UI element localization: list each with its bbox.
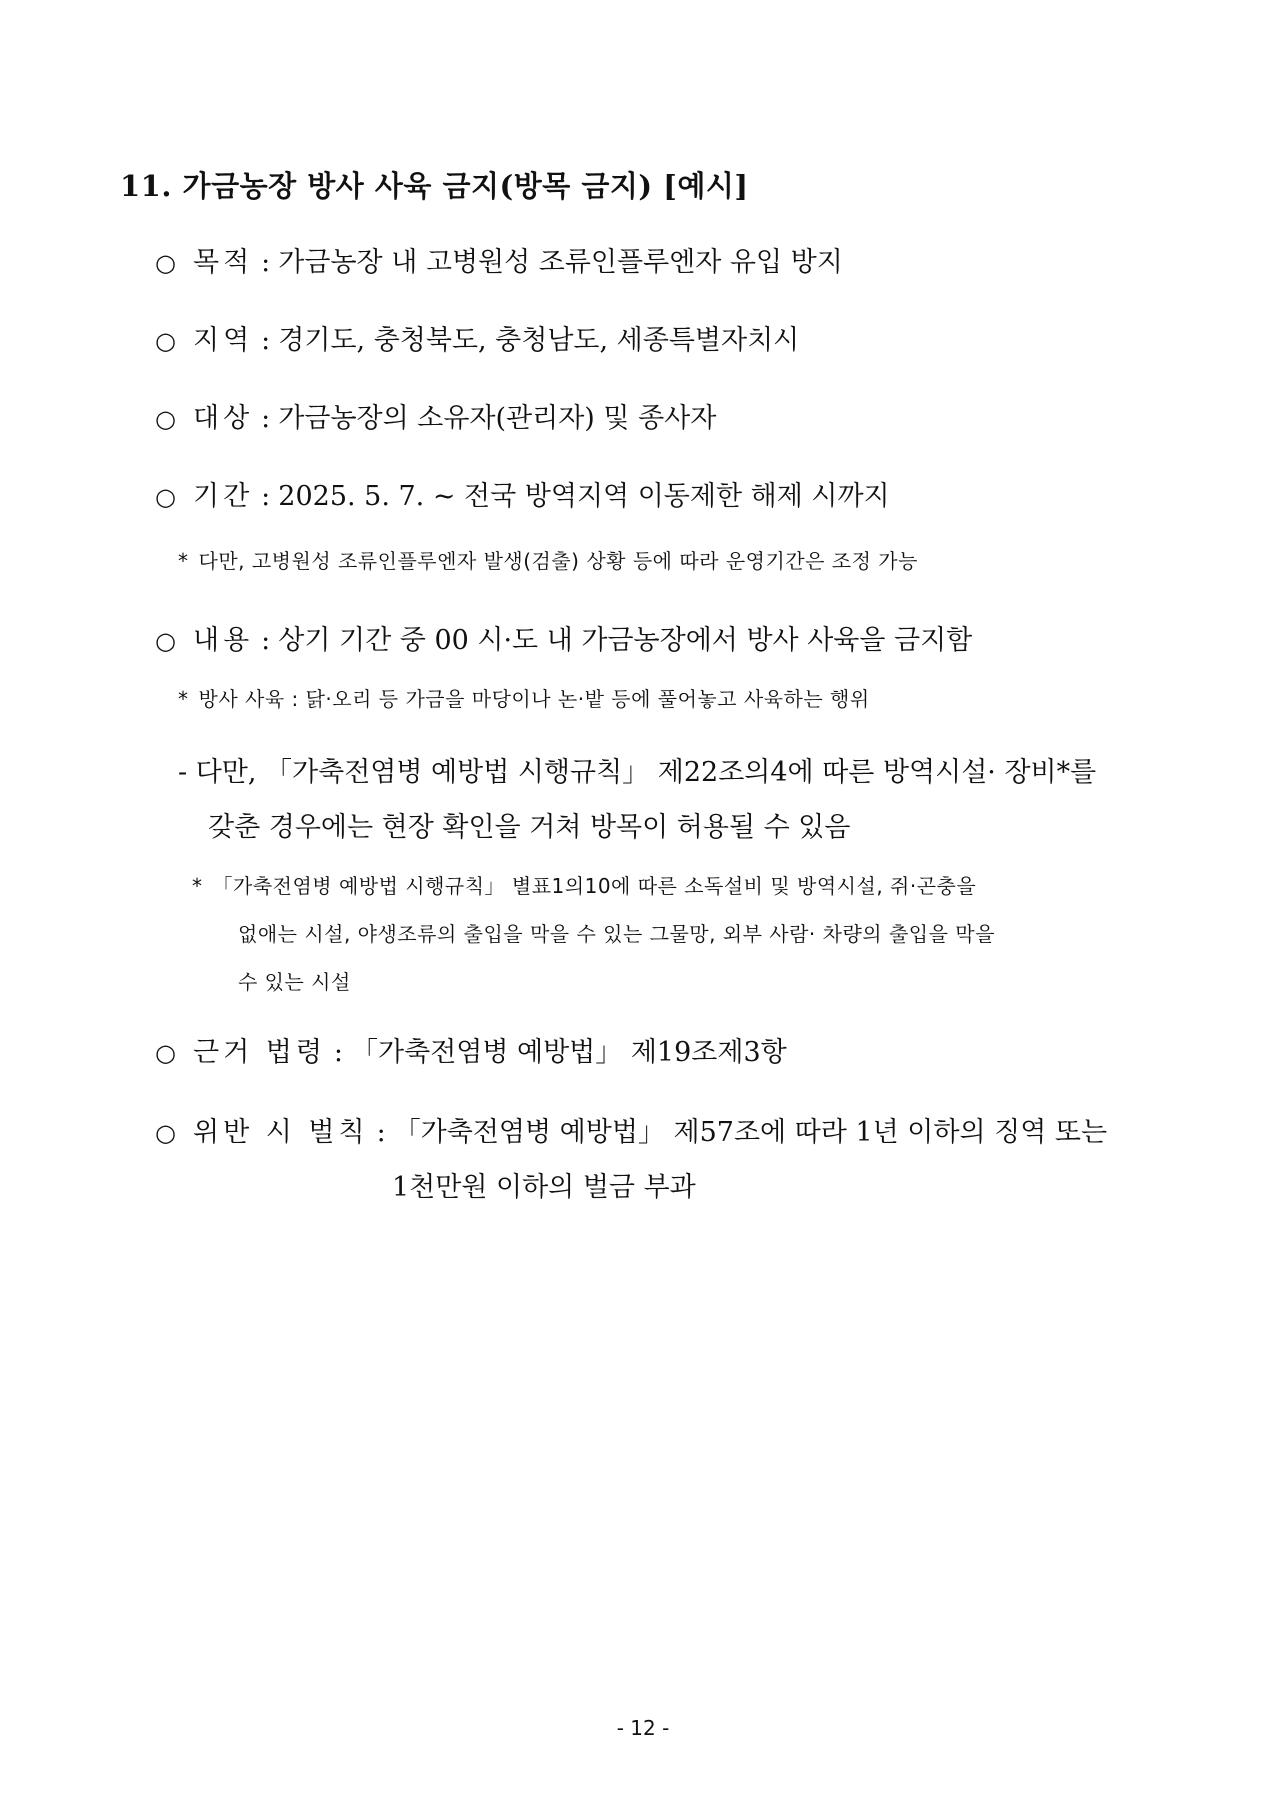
circle-bullet-icon: ○ bbox=[155, 249, 176, 277]
separator: : bbox=[261, 403, 271, 434]
exception-note-text-1: 「가축전염병 예방법 시행규칙」 별표1의10에 따른 소독설비 및 방역시설, 쥐·곤충을 bbox=[212, 874, 977, 898]
bullet-target-label: 대상 bbox=[193, 403, 254, 434]
circle-bullet-icon: ○ bbox=[155, 405, 176, 433]
bullet-target-text: 가금농장의 소유자(관리자) 및 종사자 bbox=[278, 403, 717, 434]
bullet-content-label: 내용 bbox=[193, 625, 254, 656]
bullet-penalty-label: 위반 시 벌칙 bbox=[193, 1117, 369, 1148]
asterisk-icon: * bbox=[178, 549, 189, 573]
asterisk-icon: * bbox=[178, 687, 189, 711]
bullet-period-label: 기간 bbox=[193, 481, 254, 512]
circle-bullet-icon: ○ bbox=[155, 1039, 176, 1067]
bullet-penalty bbox=[155, 1110, 1107, 1149]
bullet-target bbox=[155, 396, 716, 435]
page-number: - 12 - bbox=[616, 1716, 670, 1740]
separator: : bbox=[261, 247, 271, 278]
bullet-content-text: 상기 기간 중 00 시·도 내 가금농장에서 방사 사육을 금지함 bbox=[278, 625, 973, 656]
exception-note-line-1 bbox=[192, 870, 976, 899]
exception-line-1: - 다만, 「가축전염병 예방법 시행규칙」 제22조의4에 따른 방역시설· 장비*를 bbox=[178, 757, 1097, 788]
period-note-text: 다만, 고병원성 조류인플루엔자 발생(검출) 상황 등에 따라 운영기간은 조정 가능 bbox=[198, 549, 918, 573]
circle-bullet-icon: ○ bbox=[155, 627, 176, 655]
circle-bullet-icon: ○ bbox=[155, 1119, 176, 1147]
bullet-basis-label: 근거 법령 bbox=[193, 1037, 326, 1068]
bullet-purpose bbox=[155, 240, 843, 279]
asterisk-icon: * bbox=[192, 874, 203, 898]
exception-line-2: 갖춘 경우에는 현장 확인을 거쳐 방목이 허용될 수 있음 bbox=[208, 812, 851, 843]
content-note bbox=[178, 683, 870, 712]
period-note bbox=[178, 545, 918, 574]
bullet-basis bbox=[155, 1030, 787, 1069]
exception-note-line-2: 없애는 시설, 야생조류의 출입을 막을 수 있는 그물망, 외부 사람· 차량의 출입을 막을 bbox=[238, 922, 995, 946]
bullet-purpose-text: 가금농장 내 고병원성 조류인플루엔자 유입 방지 bbox=[278, 247, 843, 278]
bullet-period-text: 2025. 5. 7. ~ 전국 방역지역 이동제한 해제 시까지 bbox=[278, 481, 890, 512]
separator: : bbox=[261, 325, 271, 356]
bullet-region-label: 지역 bbox=[193, 325, 254, 356]
bullet-content bbox=[155, 618, 972, 657]
bullet-region-text: 경기도, 충청북도, 충청남도, 세종특별자치시 bbox=[278, 325, 800, 356]
exception-note-line-3: 수 있는 시설 bbox=[238, 970, 351, 994]
bullet-period bbox=[155, 474, 890, 513]
bullet-penalty-text-2: 1천만원 이하의 벌금 부과 bbox=[392, 1172, 696, 1203]
separator: : bbox=[333, 1037, 344, 1068]
bullet-region bbox=[155, 318, 799, 357]
circle-bullet-icon: ○ bbox=[155, 483, 176, 511]
bullet-basis-text: 「가축전염병 예방법」 제19조제3항 bbox=[351, 1037, 787, 1068]
bullet-penalty-text: 「가축전염병 예방법」 제57조에 따라 1년 이하의 징역 또는 bbox=[393, 1117, 1108, 1148]
separator: : bbox=[376, 1117, 386, 1148]
separator: : bbox=[261, 625, 271, 656]
bullet-purpose-label: 목적 bbox=[193, 247, 254, 278]
section-title: 11. 가금농장 방사 사육 금지(방목 금지) [예시] bbox=[120, 169, 749, 203]
separator: : bbox=[261, 481, 271, 512]
circle-bullet-icon: ○ bbox=[155, 327, 176, 355]
content-note-text: 방사 사육 : 닭·오리 등 가금을 마당이나 논·밭 등에 풀어놓고 사육하는 행위 bbox=[198, 687, 870, 711]
